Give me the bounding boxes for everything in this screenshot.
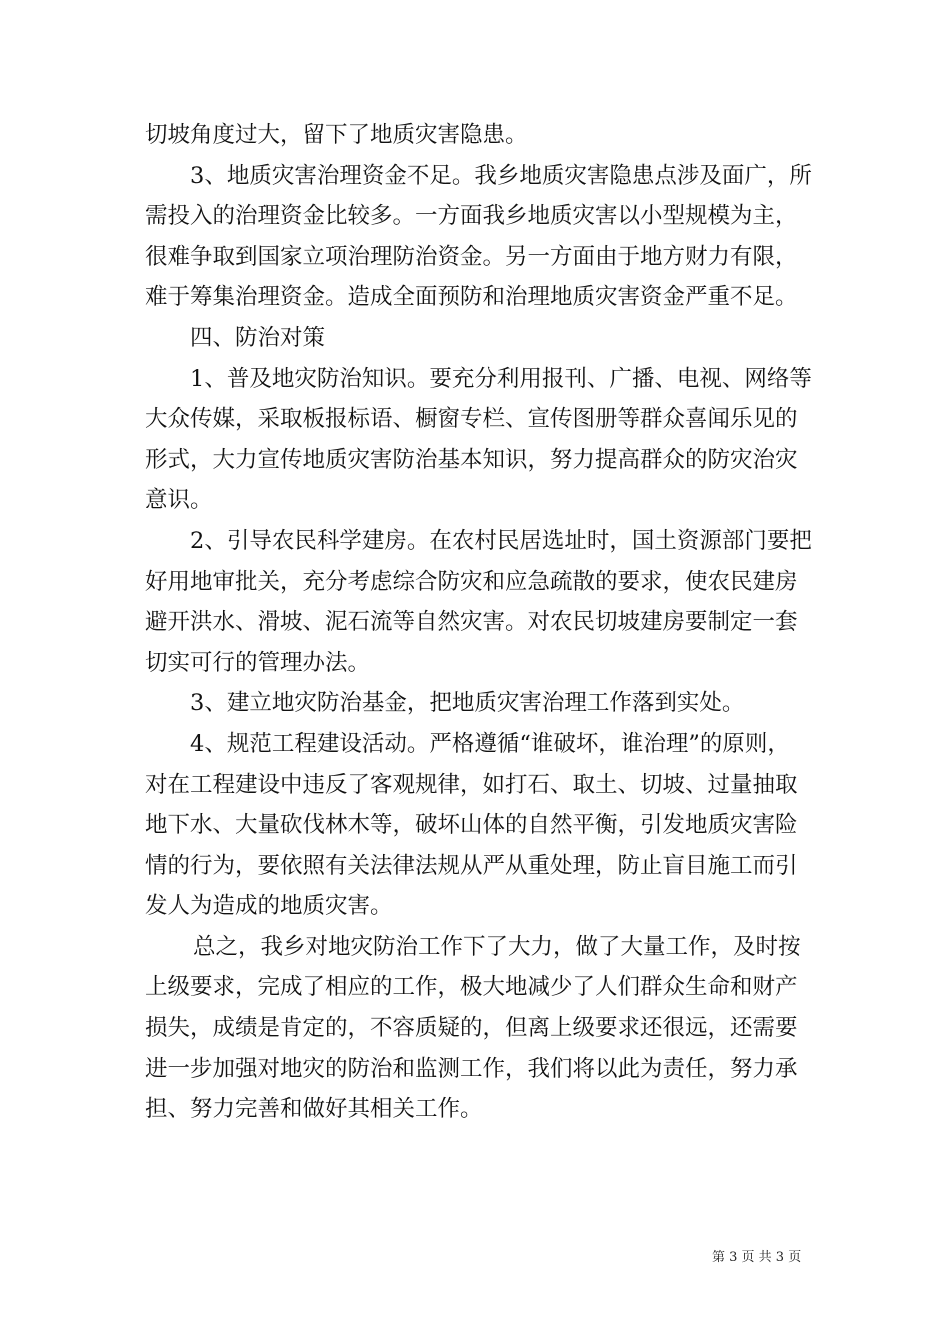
text-line: 进一步加强对地灾的防治和监测工作，我们将以此为责任，努力承 [145,1055,798,1082]
text-line: 难于筹集治理资金。造成全面预防和治理地质灾害资金严重不足。 [145,284,798,311]
text-line: 担、努力完善和做好其相关工作。 [145,1096,483,1123]
text-line: 总之，我乡对地灾防治工作下了大力，做了大量工作，及时按 [193,933,801,960]
text-line: 形式，大力宣传地质灾害防治基本知识，努力提高群众的防灾治灾 [145,446,798,473]
text-line: 损失，成绩是肯定的，不容质疑的，但离上级要求还很远，还需要 [145,1015,798,1042]
text-line: 切坡角度过大，留下了地质灾害隐患。 [145,122,528,148]
text-line: 对在工程建设中违反了客观规律，如打石、取土、切坡、过量抽取 [145,771,798,798]
text-line: 情的行为，要依照有关法律法规从严从重处理，防止盲目施工而引 [145,852,798,879]
text-line: 好用地审批关，充分考虑综合防灾和应急疏散的要求，使农民建房 [145,568,798,595]
text-line: 3、地质灾害治理资金不足。我乡地质灾害隐患点涉及面广，所 [190,162,812,189]
text-line: 3、建立地灾防治基金，把地质灾害治理工作落到实处。 [190,690,745,717]
section-heading: 四、防治对策 [190,324,326,351]
text-line: 上级要求，完成了相应的工作，极大地减少了人们群众生命和财产 [145,974,798,1001]
text-line: 意识。 [145,487,213,514]
text-line: 大众传媒，采取板报标语、橱窗专栏、宣传图册等群众喜闻乐见的 [145,406,798,433]
text-line: 避开洪水、滑坡、泥石流等自然灾害。对农民切坡建房要制定一套 [145,609,798,636]
text-line: 需投入的治理资金比较多。一方面我乡地质灾害以小型规模为主， [145,203,798,230]
document-body [145,115,810,1130]
text-line: 2、引导农民科学建房。在农村民居选址时，国土资源部门要把 [190,527,812,554]
text-line: 地下水、大量砍伐林木等，破坏山体的自然平衡，引发地质灾害险 [145,812,798,839]
page-indicator: 第 3 页 共 3 页 [712,1250,802,1265]
text-line: 4、规范工程建设活动。严格遵循“谁破坏，谁治理”的原则， [190,730,790,757]
text-line: 发人为造成的地质灾害。 [145,893,393,920]
text-line: 切实可行的管理办法。 [145,649,371,676]
text-line: 1、普及地灾防治知识。要充分利用报刊、广播、电视、网络等 [190,365,812,392]
text-line: 很难争取到国家立项治理防治资金。另一方面由于地方财力有限， [145,243,798,270]
